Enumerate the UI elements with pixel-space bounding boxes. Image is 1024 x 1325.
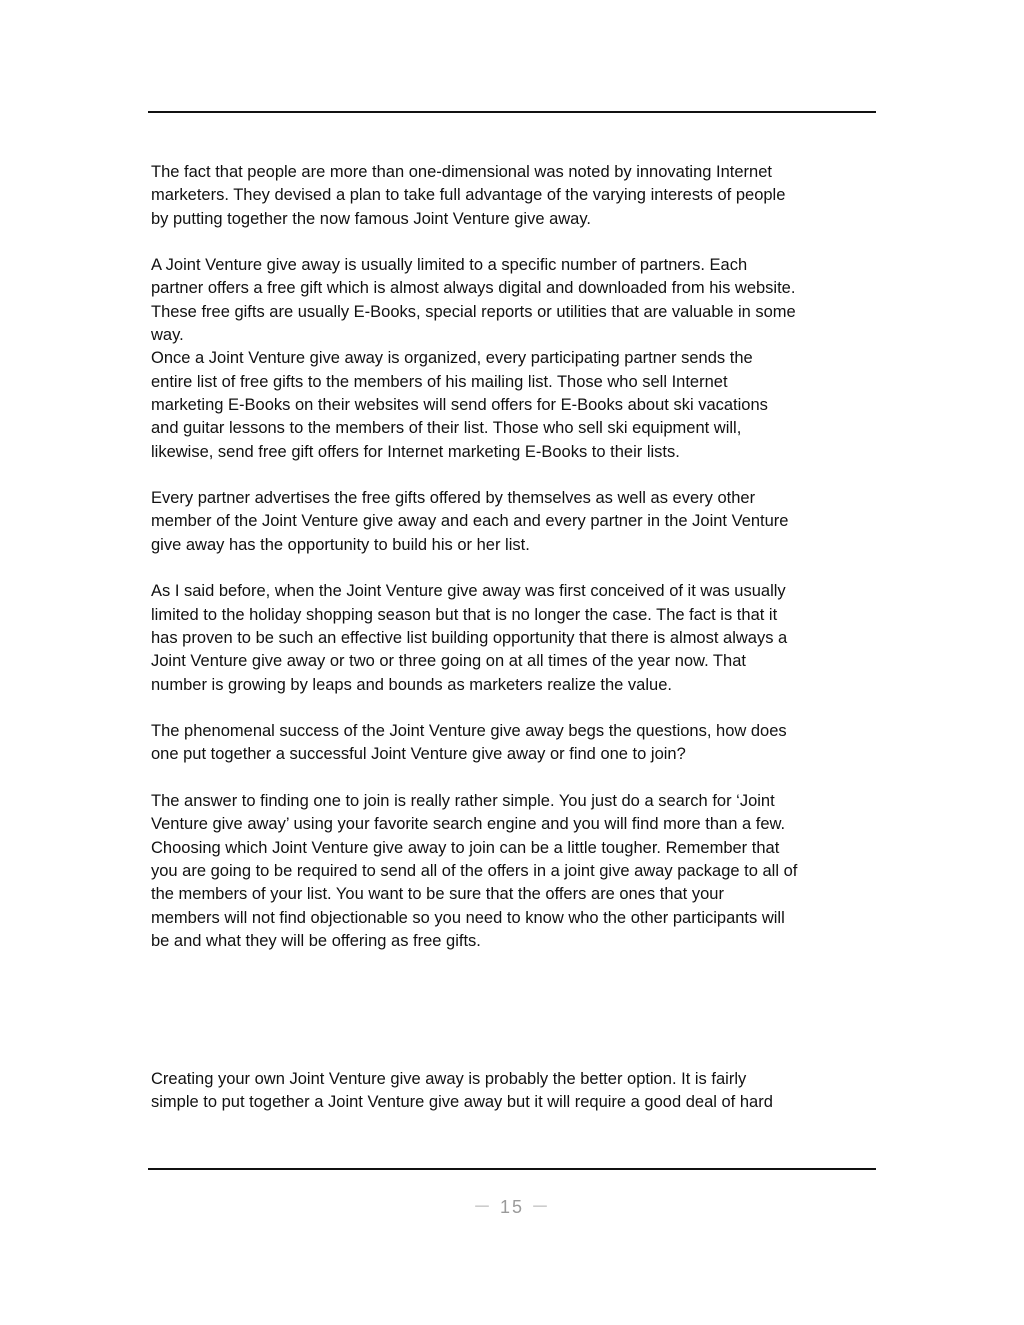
body-text <box>151 161 876 953</box>
header-rule <box>148 111 876 113</box>
paragraph-1: The fact that people are more than one-dimensional was noted by innovating Internet marketers. They devised a plan to take full advantage of the varying interests of people by putting together the now famous Joint Venture give away. <box>151 163 786 228</box>
paragraph-4: Every partner advertises the free gifts offered by themselves as well as every other member of the Joint Venture give away and each and every partner in the Joint Venture give away has the opportunity to build his or her list. <box>151 489 789 554</box>
page-number: － 15 － <box>472 1197 552 1217</box>
footer-rule <box>148 1168 876 1170</box>
paragraph-3: Once a Joint Venture give away is organized, every participating partner sends the entire list of free gifts to the members of his mailing list. Those who sell Internet marketing E-Books on their websites will send offers for E-Books about ski vacations and guitar lessons to the members of their list. Those who sell ski equipment will, likewise, send free gift offers for Internet marketing E-Books to their lists. <box>151 349 768 461</box>
paragraph-8: Creating your own Joint Venture give away is probably the better option. It is fairly simple to put together a Joint Venture give away but it will require a good deal of hard <box>151 1070 773 1112</box>
continued-text <box>151 1068 876 1115</box>
paragraph-7: The answer to finding one to join is really rather simple. You just do a search for ‘Joint Venture give away’ using your favorite search engine and you will find more than a few. Choosing which Joint Venture give away to join can be a little tougher. Remember that you are going to be required to send all of the offers in a joint give away package to all of the members of your list. You want to be sure that the offers are ones that your members will not find objectionable so you need to know who the other participants will be and what they will be offering as free gifts. <box>151 792 798 950</box>
paragraph-5: As I said before, when the Joint Venture give away was first conceived of it was usually limited to the holiday shopping season but that is no longer the case. The fact is that it has proven to be such an effective list building opportunity that there is almost always a Joint Venture give away or two or three going on at all times of the year now. That number is growing by leaps and bounds as marketers realize the value. <box>151 582 788 694</box>
paragraph-2: A Joint Venture give away is usually limited to a specific number of partners. Each partner offers a free gift which is almost always digital and downloaded from his website. These free gifts are usually E-Books, special reports or utilities that are valuable in some way. <box>151 256 796 345</box>
paragraph-6: The phenomenal success of the Joint Venture give away begs the questions, how does one put together a successful Joint Venture give away or find one to join? <box>151 722 787 764</box>
